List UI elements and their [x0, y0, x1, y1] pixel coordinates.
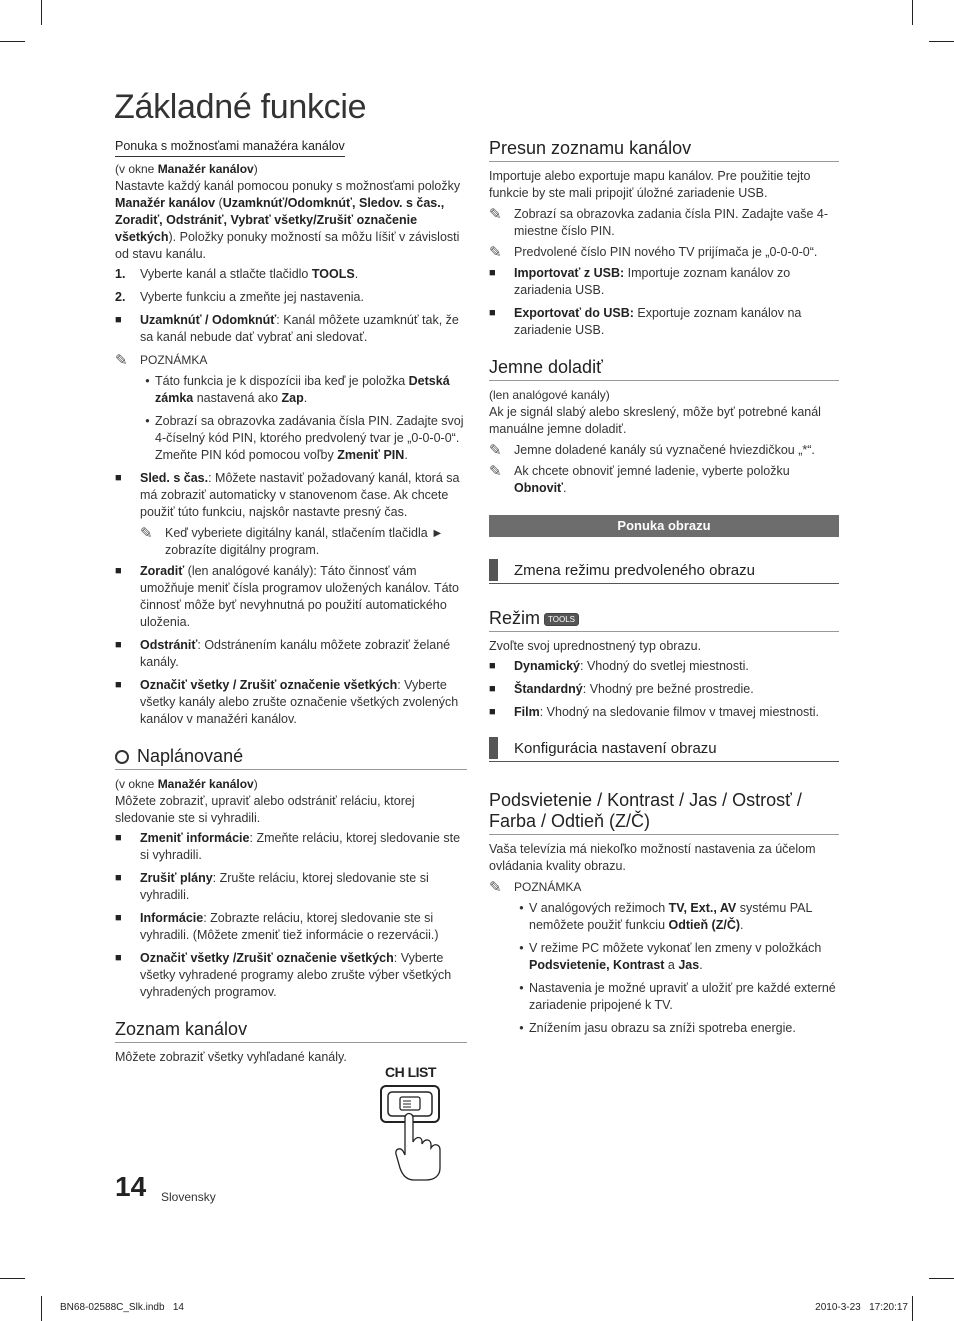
note-item: ✎ Predvolené číslo PIN nového TV prijímača je „0-0-0-0“.: [489, 244, 818, 261]
crop-mark: [929, 1278, 954, 1279]
context-note: (v okne Manažér kanálov): [115, 162, 258, 176]
crop-mark: [41, 1296, 42, 1321]
list-item: ■ Zoradiť (len analógové kanály): Táto činnosť vám umožňuje meniť čísla programov uložených kanálov. Táto činnosť môže byť nevyhnutná po použití automatického uloženia.: [115, 564, 459, 629]
pencil-note-icon: ✎: [140, 525, 153, 542]
section-bar: Zmena režimu predvoleného obrazu: [489, 559, 839, 584]
crop-mark: [0, 41, 25, 42]
square-bullet-icon: ■: [489, 706, 496, 718]
square-bullet-icon: ■: [115, 912, 122, 924]
list-item: ■ Štandardný: Vhodný pre bežné prostredie.: [489, 682, 754, 696]
crop-mark: [0, 1278, 25, 1279]
crop-mark: [929, 41, 954, 42]
note-item: • Zobrazí sa obrazovka zadávania čísla PIN. Zadajte svoj 4-číselný kód PIN, ktorého predvolený tvar je „0-0-0-0“. Zmeňte PIN kód pomocou voľby Zmeniť PIN.: [145, 414, 464, 462]
square-bullet-icon: ■: [115, 872, 122, 884]
scheduled-heading: Naplánované: [115, 746, 467, 770]
crop-mark: [41, 0, 42, 25]
bar-marker: [489, 737, 498, 759]
note-header: ✎ POZNÁMKA: [115, 352, 208, 369]
intro-text: Ak je signál slabý alebo skreslený, môže byť potrebné kanál manuálne jemne doladiť.: [489, 405, 821, 436]
note-item: ✎ Zobrazí sa obrazovka zadania čísla PIN. Zadajte vaše 4-miestne číslo PIN.: [489, 206, 829, 238]
context-note: (len analógové kanály): [489, 388, 610, 402]
square-bullet-icon: ■: [489, 307, 496, 319]
channel-manager-options-heading: Ponuka s možnosťami manažéra kanálov: [115, 138, 345, 157]
pencil-note-icon: ✎: [489, 442, 502, 459]
list-item: ■ Označiť všetky / Zrušiť označenie všetkých: Vyberte všetky kanály alebo zrušte označenie všetkých zvolených kanálov v manažéri kanálov.: [115, 678, 459, 726]
square-bullet-icon: ■: [115, 832, 122, 844]
page-number: 14: [115, 1171, 147, 1202]
pencil-note-icon: ✎: [489, 206, 502, 223]
list-item: ■ Uzamknúť / Odomknúť: Kanál môžete uzamknúť tak, že sa kanál nebude dať vybrať ani sledovať.: [115, 313, 459, 344]
right-column: [489, 138, 839, 1043]
context-note: (v okne Manažér kanálov): [115, 777, 258, 791]
note-item: • V analógových režimoch TV, Ext., AV systému PAL nemôžete použiť funkciu Odtieň (Z/Č).: [519, 901, 813, 932]
pencil-note-icon: ✎: [489, 244, 502, 261]
step-2: 2. Vyberte funkciu a zmeňte jej nastavenia.: [115, 290, 364, 304]
list-item: ■ Odstrániť: Odstránením kanálu môžete zobraziť želané kanály.: [115, 638, 451, 669]
square-bullet-icon: ■: [115, 679, 122, 691]
square-bullet-icon: ■: [115, 565, 122, 577]
list-item: ■ Film: Vhodný na sledovanie filmov v tmavej miestnosti.: [489, 705, 819, 719]
timer-note: ✎ Keď vyberiete digitálny kanál, stlačením tlačidla ► zobrazíte digitálny program.: [140, 525, 444, 557]
intro-text: Môžete zobraziť, upraviť alebo odstrániť reláciu, ktorej sledovanie ste si vyhradili.: [115, 794, 415, 825]
list-item: ■ Importovať z USB: Importuje zoznam kanálov zo zariadenia USB.: [489, 266, 791, 297]
intro-text: Zvoľte svoj uprednostnený typ obrazu.: [489, 639, 702, 653]
picture-menu-banner: Ponuka obrazu: [489, 515, 839, 537]
left-column: [115, 138, 467, 1066]
note-item: • Znížením jasu obrazu sa zníži spotreba energie.: [519, 1021, 796, 1035]
channel-list-text: Môžete zobraziť všetky vyhľadané kanály.: [115, 1050, 347, 1064]
intro-text: Importuje alebo exportuje mapu kanálov. Pre použitie tejto funkcie by ste mali pripojiť úložné zariadenie USB.: [489, 169, 811, 200]
crop-mark: [912, 0, 913, 25]
square-bullet-icon: ■: [115, 952, 122, 964]
mode-heading: Režim TOOLS: [489, 608, 839, 632]
footer-file-info: BN68-02588C_Slk.indb 14: [60, 1302, 184, 1313]
bar-marker: [489, 559, 498, 581]
tools-badge-icon: TOOLS: [544, 613, 579, 626]
list-item: ■ Zrušiť plány: Zrušte reláciu, ktorej sledovanie ste si vyhradili.: [115, 871, 429, 902]
list-item: ■ Zmeniť informácie: Zmeňte reláciu, ktorej sledovanie ste si vyhradili.: [115, 831, 461, 862]
note-item: • Nastavenia je možné upraviť a uložiť pre každé externé zariadenie pripojené k TV.: [519, 981, 836, 1012]
square-bullet-icon: ■: [489, 683, 496, 695]
list-item: ■ Dynamický: Vhodný do svetlej miestnosti.: [489, 659, 749, 673]
note-item: ✎ Jemne doladené kanály sú vyznačené hviezdičkou „*“.: [489, 442, 815, 459]
pencil-note-icon: ✎: [489, 879, 502, 896]
channel-list-heading: Zoznam kanálov: [115, 1019, 467, 1043]
pencil-note-icon: ✎: [115, 352, 128, 369]
ch-list-label: CH LIST: [385, 1064, 436, 1080]
square-bullet-icon: ■: [489, 660, 496, 672]
hand-pressing-button-icon: [378, 1082, 468, 1182]
note-header: ✎ POZNÁMKA: [489, 879, 582, 896]
pencil-note-icon: ✎: [489, 463, 502, 480]
fine-tune-heading: Jemne doladiť: [489, 357, 839, 381]
step-1: 1. Vyberte kanál a stlačte tlačidlo TOOLS.: [115, 267, 359, 281]
intro-text: Nastavte každý kanál pomocou ponuky s možnosťami položky Manažér kanálov (Uzamknúť/Odomknúť, Sledov. s čas., Zoradiť, Odstrániť, Vybrať všetky/Zrušiť označenie všetkých). Položky ponuky možností sa môžu líšiť v závislosti od stavu kanálu.: [115, 179, 461, 261]
list-item: ■ Exportovať do USB: Exportuje zoznam kanálov na zariadenie USB.: [489, 306, 802, 337]
list-item: ■ Informácie: Zobrazte reláciu, ktorej sledovanie ste si vyhradili. (Môžete zmeniť tiež informácie o rezervácii.): [115, 911, 439, 942]
square-bullet-icon: ■: [115, 472, 122, 484]
clock-icon: [115, 750, 129, 764]
intro-text: Vaša televízia má niekoľko možností nastavenia za účelom ovládania kvality obrazu.: [489, 842, 816, 873]
footer-timestamp: 2010-3-23 17:20:17: [815, 1302, 908, 1313]
note-item: • V režime PC môžete vykonať len zmeny v položkách Podsvietenie, Kontrast a Jas.: [519, 941, 822, 972]
picture-settings-heading: Podsvietenie / Kontrast / Jas / Ostrosť / Farba / Odtieň (Z/Č): [489, 790, 839, 835]
square-bullet-icon: ■: [489, 267, 496, 279]
square-bullet-icon: ■: [115, 314, 122, 326]
note-item: ✎ Ak chcete obnoviť jemné ladenie, vyberte položku Obnoviť.: [489, 463, 790, 495]
crop-mark: [912, 1296, 913, 1321]
section-bar: Konfigurácia nastavení obrazu: [489, 737, 839, 762]
ch-list-remote-illustration: [378, 1064, 468, 1184]
page-title: Základné funkcie: [114, 88, 367, 126]
square-bullet-icon: ■: [115, 639, 122, 651]
list-item: ■ Označiť všetky /Zrušiť označenie všetkých: Vyberte všetky vyhradené programy alebo zrušte výber všetkých vyhradených programov.: [115, 951, 452, 999]
list-item: ■ Sled. s čas.: Môžete nastaviť požadovaný kanál, ktorá sa má zobraziť automaticky v stanovenom čase. Ak chcete použiť túto funkciu, najskôr nastavte presný čas.: [115, 471, 460, 519]
channel-list-transfer-heading: Presun zoznamu kanálov: [489, 138, 839, 162]
note-item: • Táto funkcia je k dispozícii iba keď je položka Detská zámka nastavená ako Zap.: [145, 374, 450, 405]
page-language: Slovensky: [161, 1190, 216, 1204]
